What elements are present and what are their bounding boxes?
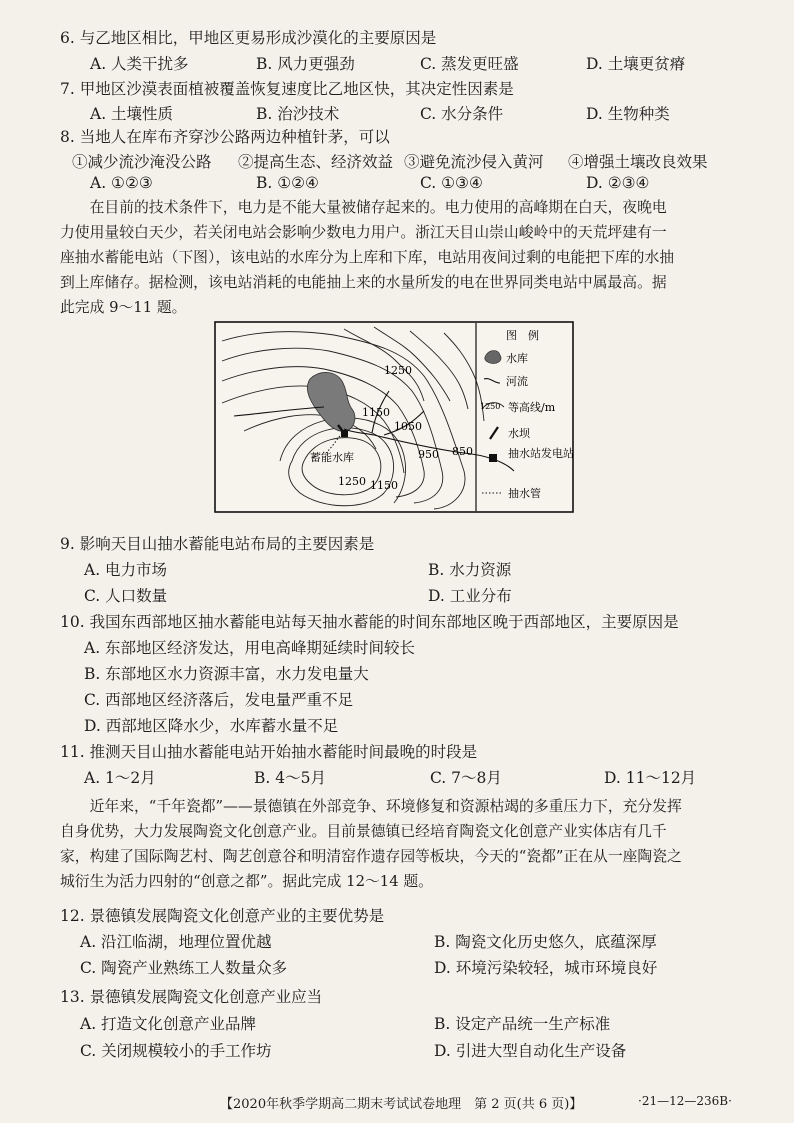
question-9-option-d: D. 工业分布 <box>428 587 512 605</box>
pump-station-symbol <box>341 430 348 437</box>
question-11-option-b: B. 4～5月 <box>254 769 326 787</box>
question-12-stem: 12. 景德镇发展陶瓷文化创意产业的主要优势是 <box>60 907 385 925</box>
passage-1-line: 此完成 9～11 题。 <box>60 299 187 316</box>
question-7-option-c: C. 水分条件 <box>420 105 504 123</box>
passage-2-line: 城衍生为活力四射的“创意之都”。据此完成 12～14 题。 <box>60 873 433 890</box>
reservoir-label: 蓄能水库 <box>310 451 354 464</box>
question-8-item-3: ③避免流沙侵入黄河 <box>404 153 544 171</box>
question-13-option-d: D. 引进大型自动化生产设备 <box>434 1042 627 1060</box>
question-13-option-a: A. 打造文化创意产业品牌 <box>80 1015 257 1033</box>
question-11-option-c: C. 7～8月 <box>430 769 502 787</box>
legend-pump-station-icon <box>489 454 497 462</box>
contour-label: 950 <box>418 448 439 461</box>
legend-dam: 水坝 <box>508 427 530 440</box>
paper-code: ·21—12—236B· <box>638 1094 732 1108</box>
question-12-option-c: C. 陶瓷产业熟练工人数量众多 <box>80 959 288 977</box>
question-8-item-1: ①减少流沙淹没公路 <box>72 153 212 171</box>
legend-title: 图 例 <box>506 329 539 342</box>
question-9-option-a: A. 电力市场 <box>84 561 168 579</box>
question-8-item-2: ②提高生态、经济效益 <box>238 153 394 171</box>
question-13-option-b: B. 设定产品统一生产标准 <box>434 1015 611 1033</box>
passage-2 <box>60 794 745 894</box>
question-7-stem: 7. 甲地区沙漠表面植被覆盖恢复速度比乙地区快，其决定性因素是 <box>60 80 514 98</box>
question-10-option-d: D. 西部地区降水少，水库蓄水量不足 <box>84 717 339 735</box>
question-6-option-a: A. 人类干扰多 <box>90 55 189 73</box>
topographic-map-svg <box>214 321 574 513</box>
contour-label: 1250 <box>338 475 366 488</box>
question-6-option-b: B. 风力更强劲 <box>256 55 355 73</box>
question-7-option-b: B. 治沙技术 <box>256 105 340 123</box>
question-12-option-b: B. 陶瓷文化历史悠久，底蕴深厚 <box>434 933 657 951</box>
question-8-option-a: A. ①②③ <box>90 174 153 192</box>
legend-contour-sample: 1250 <box>480 402 501 411</box>
passage-1-line: 力使用量较白天少，若关闭电站会影响少数电力用户。浙江天目山崇山峻岭中的天荒坪建有一 <box>60 224 667 241</box>
passage-2-line: 家，构建了国际陶艺村、陶艺创意谷和明清窑作遗存园等板块，今天的“瓷都”正在从一座陶瓷之 <box>60 848 682 865</box>
legend-contour: 等高线/m <box>508 401 556 414</box>
question-7-option-d: D. 生物种类 <box>586 105 670 123</box>
contour-label: 1050 <box>394 420 422 433</box>
legend-pipe: 抽水管 <box>508 487 541 500</box>
question-8-stem: 8. 当地人在库布齐穿沙公路两边种植针茅，可以 <box>60 128 390 146</box>
topographic-map-figure <box>214 321 574 513</box>
question-11-option-d: D. 11～12月 <box>604 769 697 787</box>
question-6-stem: 6. 与乙地区相比，甲地区更易形成沙漠化的主要原因是 <box>60 29 437 47</box>
question-6-option-d: D. 土壤更贫瘠 <box>586 55 686 73</box>
question-13-stem: 13. 景德镇发展陶瓷文化创意产业应当 <box>60 988 323 1006</box>
question-10-option-a: A. 东部地区经济发达，用电高峰期延续时间较长 <box>84 639 416 657</box>
question-8-option-d: D. ②③④ <box>586 174 650 192</box>
question-10-option-c: C. 西部地区经济落后，发电量严重不足 <box>84 691 354 709</box>
contour-label: 1150 <box>370 479 398 492</box>
question-7-option-a: A. 土壤性质 <box>90 105 174 123</box>
question-6-option-c: C. 蒸发更旺盛 <box>420 55 519 73</box>
page-footer: 【2020年秋季学期高二期末考试试卷地理 第 2 页(共 6 页)】 <box>220 1097 583 1112</box>
question-11-option-a: A. 1～2月 <box>84 769 156 787</box>
question-10-option-b: B. 东部地区水力资源丰富，水力发电量大 <box>84 665 369 683</box>
legend-river: 河流 <box>506 375 528 388</box>
question-9-option-b: B. 水力资源 <box>428 561 512 579</box>
passage-2-line: 自身优势，大力发展陶瓷文化创意产业。目前景德镇已经培育陶瓷文化创意产业实体店有几千 <box>60 823 667 840</box>
question-8-item-4: ④增强土壤改良效果 <box>568 153 708 171</box>
legend-reservoir: 水库 <box>506 352 528 365</box>
passage-1-line: 座抽水蓄能电站（下图），该电站的水库分为上库和下库，电站用夜间过剩的电能把下库的水抽 <box>60 249 675 266</box>
passage-2-line: 近年来，“千年瓷都”——景德镇在外部竞争、环境修复和资源枯竭的多重压力下，充分发挥 <box>89 798 682 815</box>
question-9-stem: 9. 影响天目山抽水蓄能电站布局的主要因素是 <box>60 535 375 553</box>
question-12-option-d: D. 环境污染较轻，城市环境良好 <box>434 959 658 977</box>
question-10-stem: 10. 我国东西部地区抽水蓄能电站每天抽水蓄能的时间东部地区晚于西部地区，主要原因是 <box>60 613 679 631</box>
contour-label: 1250 <box>384 364 412 377</box>
question-13-option-c: C. 关闭规模较小的手工作坊 <box>80 1042 272 1060</box>
passage-1-line: 到上库储存。据检测，该电站消耗的电能抽上来的水量所发的电在世界同类电站中属最高。据 <box>60 274 667 291</box>
question-12-option-a: A. 沿江临湖，地理位置优越 <box>80 933 272 951</box>
legend-pump-station: 抽水站发电站 <box>508 447 574 460</box>
contour-label: 1150 <box>362 406 390 419</box>
question-11-stem: 11. 推测天目山抽水蓄能电站开始抽水蓄能时间最晚的时段是 <box>60 743 478 761</box>
question-9-option-c: C. 人口数量 <box>84 587 168 605</box>
passage-1-line: 在目前的技术条件下，电力是不能大量被储存起来的。电力使用的高峰期在白天，夜晚电 <box>89 199 667 216</box>
passage-1 <box>60 195 745 320</box>
question-8-option-b: B. ①②④ <box>256 174 319 192</box>
question-8-option-c: C. ①③④ <box>420 174 483 192</box>
contour-label: 850 <box>452 445 473 458</box>
